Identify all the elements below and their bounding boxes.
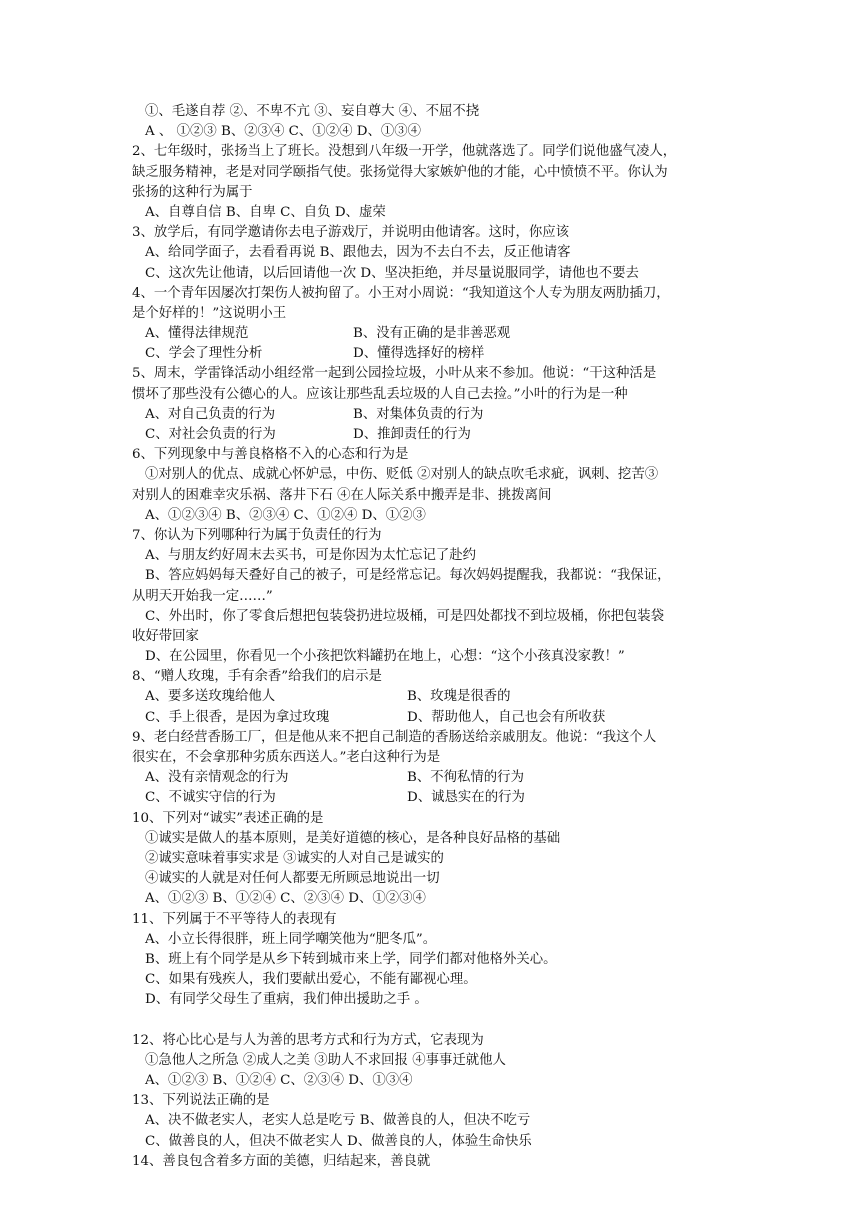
q9-option-a: A、没有亲情观念的行为	[145, 770, 289, 786]
q9-option-d: D、诚恳实在的行为	[407, 790, 525, 806]
q3-options: A、给同学面子，去看看再说 B、跟他去，因为不去白不去，反正他请客	[145, 245, 571, 261]
q13-options: C、做善良的人，但决不做老实人 D、做善良的人，体验生命快乐	[145, 1133, 532, 1149]
q5-option-a: A、对自己负责的行为	[145, 406, 276, 422]
q12-stem: 12、将心比心是与人为善的思考方式和行为方式，它表现为	[132, 1032, 484, 1048]
q13-stem: 13、下列说法正确的是	[132, 1093, 270, 1109]
q14-stem: 14、善良包含着多方面的美德，归结起来，善良就	[132, 1153, 431, 1169]
q8-option-d: D、帮助他人，自己也会有所收获	[407, 709, 606, 725]
q6-choice-items: 对别人的困难幸灾乐祸、落井下石 ④在人际关系中搬弄是非、挑拨离间	[132, 487, 552, 503]
q8-stem: 8、“赠人玫瑰，手有余香”给我们的启示是	[132, 669, 382, 685]
exam-page	[132, 102, 732, 1172]
q11-stem: 11、下列属于不平等待人的表现有	[132, 911, 337, 927]
q6-stem: 6、下列现象中与善良格格不入的心态和行为是	[132, 447, 409, 463]
q4-option-c: C、学会了理性分析	[145, 346, 263, 362]
q7-option-c: C、外出时，你了零食后想把包装袋扔进垃圾桶，可是四处都找不到垃圾桶，你把包装袋	[145, 608, 665, 624]
q10-choice-items: ①诚实是做人的基本原则，是美好道德的核心，是各种良好品格的基础	[145, 830, 561, 846]
blank-line	[132, 1010, 732, 1030]
q10-options: A、①②③ B、①②④ C、②③④ D、①②③④	[145, 891, 426, 907]
q9-stem: 很实在，不会拿那种劣质东西送人。”老白这种行为是	[132, 750, 441, 765]
q8-options	[132, 708, 732, 728]
q7-option-a: A、与朋友约好周末去买书，可是你因为太忙忘记了赴约	[145, 548, 477, 564]
q6-options: A、①②③④ B、②③④ C、①②④ D、①②③	[145, 507, 426, 523]
q9-option-b: B、不徇私情的行为	[407, 770, 524, 786]
q5-options	[132, 405, 732, 425]
q9-stem: 9、老白经营香肠工厂，但是他从来不把自己制造的香肠送给亲戚朋友。他说：“我这个人	[132, 729, 657, 745]
q8-option-a: A、要多送玫瑰给他人	[145, 689, 276, 705]
q3-stem: 3、放学后，有同学邀请你去电子游戏厅，并说明由他请客。这时，你应该	[132, 225, 570, 241]
q9-options	[132, 788, 732, 808]
q5-stem: 5、周末，学雷锋活动小组经常一起到公园捡垃圾，小叶从来不参加。他说：“干这种活是	[132, 366, 657, 382]
q2-stem: 2、七年级时，张扬当上了班长。没想到八年级一开学，他就落选了。同学们说他盛气凌人，	[132, 144, 677, 160]
q4-option-b: B、没有正确的是非善恶观	[353, 326, 511, 342]
q10-choice-items: ④诚实的人就是对任何人都要无所顾忌地说出一切	[145, 871, 440, 887]
q4-stem: 是个好样的！”这说明小王	[132, 305, 287, 321]
q7-stem: 7、你认为下列哪种行为属于负责任的行为	[132, 527, 382, 543]
q12-options: A、①②③ B、①②④ C、②③④ D、①③④	[145, 1073, 413, 1088]
q11-option-a: A、小立长得很胖，班上同学嘲笑他为“肥冬瓜”。	[145, 931, 437, 947]
q2-stem: 缺乏服务精神，老是对同学颐指气使。张扬觉得大家嫉妒他的才能，心中愤愤不平。你认为	[132, 164, 668, 180]
q4-option-d: D、懂得选择好的榜样	[353, 346, 485, 362]
q8-option-b: B、玫瑰是很香的	[407, 689, 511, 705]
q4-options	[132, 344, 732, 364]
q9-options	[132, 768, 732, 788]
q11-option-b: B、班上有个同学是从乡下转到城市来上学，同学们都对他格外关心。	[145, 951, 557, 967]
q4-option-a: A、懂得法律规范	[145, 326, 249, 342]
q4-options	[132, 324, 732, 344]
q7-option-c: 收好带回家	[132, 628, 199, 644]
q2-stem: 张扬的这种行为属于	[132, 184, 253, 200]
q11-option-d: D、有同学父母生了重病，我们伸出援助之手 。	[145, 992, 428, 1008]
q5-option-c: C、对社会负责的行为	[145, 427, 276, 442]
q5-options	[132, 425, 732, 445]
q9-option-c: C、不诚实守信的行为	[145, 790, 276, 806]
q13-options: A、决不做老实人，老实人总是吃亏 B、做善良的人，但决不吃亏	[145, 1113, 531, 1129]
q8-option-c: C、手上很香，是因为拿过玫瑰	[145, 709, 330, 725]
q4-stem: 4、一个青年因屡次打架伤人被拘留了。小王对小周说：“我知道这个人专为朋友两肋插刀，	[132, 285, 670, 301]
q3-options: C、这次先让他请，以后回请他一次 D、坚决拒绝，并尽量说服同学，请他也不要去	[145, 265, 639, 281]
q11-option-c: C、如果有残疾人，我们要献出爱心，不能有鄙视心理。	[145, 972, 477, 988]
q5-option-b: B、对集体负责的行为	[353, 406, 484, 422]
q7-option-b: B、答应妈妈每天叠好自己的被子，可是经常忘记。每次妈妈提醒我，我都说：“我保证，	[145, 568, 671, 584]
q7-option-d: D、在公园里，你看见一个小孩把饮料罐扔在地上，心想：“这个小孩真没家教！”	[145, 649, 625, 665]
q2-options: A、自尊自信 B、自卑 C、自负 D、虚荣	[145, 204, 386, 220]
q10-stem: 10、下列对“诚实”表述正确的是	[132, 810, 324, 826]
q7-option-b: 从明天开始我一定……”	[132, 588, 273, 604]
q1-options: A 、 ①②③ B、②③④ C、①②④ D、①③④	[145, 124, 422, 140]
q10-choice-items: ②诚实意味着事实求是 ③诚实的人对自己是诚实的	[145, 850, 444, 866]
q12-choice-items: ①急他人之所急 ②成人之美 ③助人不求回报 ④事事迁就他人	[145, 1052, 506, 1068]
q5-stem: 惯坏了那些没有公德心的人。应该让那些乱丢垃圾的人自己去捡。”小叶的行为是一种	[132, 386, 628, 402]
q6-choice-items: ①对别人的优点、成就心怀妒忌，中伤、贬低 ②对别人的缺点吹毛求疵，讽刺、挖苦③	[145, 467, 659, 483]
q1-choice-items: ①、毛遂自荐 ②、不卑不亢 ③、妄自尊大 ④、不屈不挠	[145, 104, 480, 119]
q8-options	[132, 687, 732, 707]
q5-option-d: D、推卸责任的行为	[353, 427, 471, 442]
